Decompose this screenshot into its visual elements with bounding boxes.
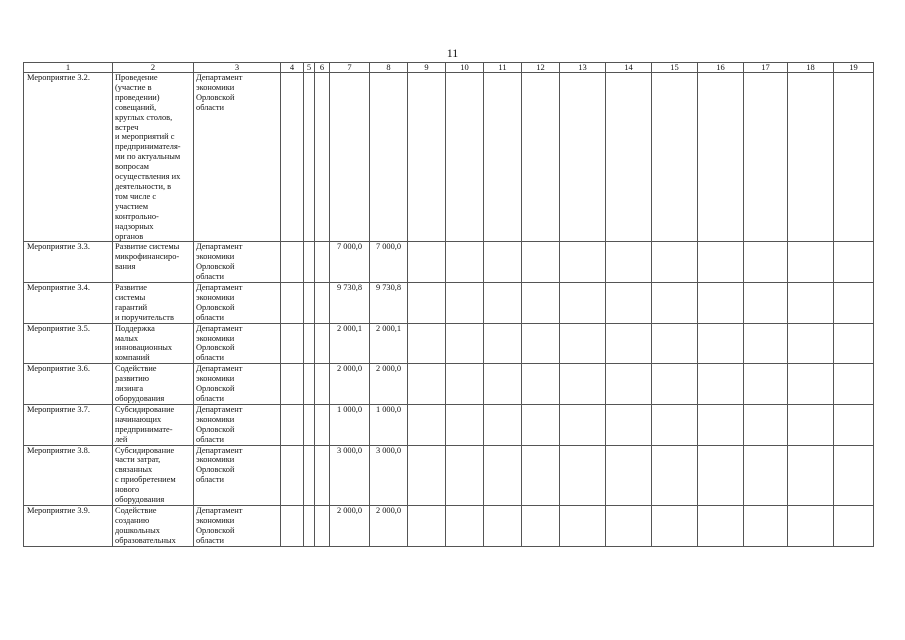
executor-cell xyxy=(194,283,281,324)
cell-col-13 xyxy=(560,323,606,364)
event-description-cell xyxy=(113,73,194,242)
cell-line: области xyxy=(196,475,224,485)
cell-col-14 xyxy=(606,242,652,283)
cell-col-12 xyxy=(522,283,560,324)
cell-col-17 xyxy=(744,445,788,505)
cell-line: с приобретением xyxy=(115,475,176,485)
event-name-cell: Мероприятие 3.4. xyxy=(24,283,113,324)
cell-line: Орловской xyxy=(196,262,235,272)
cell-col-4 xyxy=(281,364,304,405)
event-name-cell: Мероприятие 3.6. xyxy=(24,364,113,405)
cell-col-16 xyxy=(698,242,744,283)
column-header-2: 2 xyxy=(113,63,194,73)
cell-col-11 xyxy=(484,283,522,324)
event-description-cell xyxy=(113,404,194,445)
cell-col-4 xyxy=(281,283,304,324)
event-description-cell xyxy=(113,445,194,505)
executor-cell xyxy=(194,404,281,445)
cell-col-7: 7 000,0 xyxy=(330,242,370,283)
cell-col-9 xyxy=(408,242,446,283)
cell-col-5 xyxy=(304,73,315,242)
cell-col-4 xyxy=(281,323,304,364)
cell-line: связанных xyxy=(115,465,153,475)
cell-col-9 xyxy=(408,364,446,405)
cell-col-12 xyxy=(522,445,560,505)
cell-line: экономики xyxy=(196,374,235,384)
cell-line: Орловской xyxy=(196,424,235,434)
cell-col-19 xyxy=(834,323,874,364)
cell-line: микрофинансиро- xyxy=(115,252,180,262)
cell-col-5 xyxy=(304,445,315,505)
cell-line: встреч xyxy=(115,122,139,132)
cell-col-17 xyxy=(744,505,788,546)
cell-col-12 xyxy=(522,364,560,405)
cell-line: оборудования xyxy=(115,495,165,505)
cell-col-9 xyxy=(408,283,446,324)
table-row xyxy=(24,283,874,324)
cell-col-6 xyxy=(315,242,330,283)
cell-line: экономики xyxy=(196,292,235,302)
cell-line: Орловской xyxy=(196,343,235,353)
cell-col-11 xyxy=(484,73,522,242)
cell-line: Департамент xyxy=(196,242,243,252)
cell-line: экономики xyxy=(196,515,235,525)
cell-line: Департамент xyxy=(196,73,243,82)
cell-col-7: 2 000,0 xyxy=(330,364,370,405)
cell-line: гарантий xyxy=(115,302,148,312)
cell-col-14 xyxy=(606,364,652,405)
cell-col-4 xyxy=(281,404,304,445)
cell-line: проведении) xyxy=(115,92,160,102)
cell-col-14 xyxy=(606,404,652,445)
cell-col-16 xyxy=(698,445,744,505)
cell-col-8: 7 000,0 xyxy=(370,242,408,283)
cell-col-16 xyxy=(698,364,744,405)
table-row xyxy=(24,505,874,546)
cell-line: Субсидирование xyxy=(115,404,175,414)
event-name-cell: Мероприятие 3.3. xyxy=(24,242,113,283)
cell-col-12 xyxy=(522,404,560,445)
cell-line: осуществления их xyxy=(115,172,181,182)
cell-col-17 xyxy=(744,283,788,324)
cell-col-10 xyxy=(446,323,484,364)
cell-col-12 xyxy=(522,73,560,242)
cell-col-12 xyxy=(522,505,560,546)
cell-col-5 xyxy=(304,242,315,283)
cell-line: Орловской xyxy=(196,92,235,102)
cell-col-13 xyxy=(560,73,606,242)
column-header-8: 8 xyxy=(370,63,408,73)
cell-line: ми по актуальным xyxy=(115,152,181,162)
cell-line: развитию xyxy=(115,374,150,384)
cell-line: системы xyxy=(115,292,146,302)
cell-line: части затрат, xyxy=(115,455,161,465)
column-header-11: 11 xyxy=(484,63,522,73)
cell-col-13 xyxy=(560,283,606,324)
cell-col-18 xyxy=(788,364,834,405)
cell-line: экономики xyxy=(196,252,235,262)
cell-line: экономики xyxy=(196,455,235,465)
event-description-cell xyxy=(113,364,194,405)
cell-col-19 xyxy=(834,505,874,546)
cell-col-15 xyxy=(652,505,698,546)
cell-col-10 xyxy=(446,73,484,242)
cell-col-16 xyxy=(698,73,744,242)
cell-col-17 xyxy=(744,242,788,283)
cell-line: и мероприятий с xyxy=(115,132,175,142)
cell-line: деятельности, в xyxy=(115,181,172,191)
cell-line: лей xyxy=(115,434,128,444)
cell-col-6 xyxy=(315,283,330,324)
cell-col-19 xyxy=(834,73,874,242)
event-description-cell xyxy=(113,323,194,364)
executor-cell xyxy=(194,323,281,364)
event-name-cell: Мероприятие 3.8. xyxy=(24,445,113,505)
cell-line: экономики xyxy=(196,82,235,92)
cell-col-19 xyxy=(834,283,874,324)
cell-line: области xyxy=(196,434,224,444)
cell-col-9 xyxy=(408,323,446,364)
column-header-3: 3 xyxy=(194,63,281,73)
column-header-6: 6 xyxy=(315,63,330,73)
cell-col-4 xyxy=(281,505,304,546)
cell-line: предпринимателя- xyxy=(115,142,181,152)
event-name-cell: Мероприятие 3.5. xyxy=(24,323,113,364)
cell-line: Департамент xyxy=(196,323,243,333)
cell-col-14 xyxy=(606,323,652,364)
cell-col-5 xyxy=(304,404,315,445)
cell-col-14 xyxy=(606,445,652,505)
column-header-15: 15 xyxy=(652,63,698,73)
cell-col-16 xyxy=(698,404,744,445)
cell-col-6 xyxy=(315,364,330,405)
column-header-9: 9 xyxy=(408,63,446,73)
cell-line: круглых столов, xyxy=(115,112,173,122)
cell-line: предпринимате- xyxy=(115,424,173,434)
program-table xyxy=(23,62,874,547)
cell-line: лизинга xyxy=(115,384,144,394)
executor-cell xyxy=(194,505,281,546)
cell-col-6 xyxy=(315,445,330,505)
cell-col-17 xyxy=(744,404,788,445)
cell-col-5 xyxy=(304,323,315,364)
cell-line: области xyxy=(196,535,224,545)
cell-line: вопросам xyxy=(115,162,149,172)
cell-col-11 xyxy=(484,505,522,546)
cell-col-13 xyxy=(560,364,606,405)
cell-col-7: 9 730,8 xyxy=(330,283,370,324)
cell-col-4 xyxy=(281,73,304,242)
cell-col-6 xyxy=(315,505,330,546)
table-row xyxy=(24,364,874,405)
cell-col-16 xyxy=(698,283,744,324)
cell-line: Проведение xyxy=(115,73,158,82)
cell-col-15 xyxy=(652,404,698,445)
cell-line: оборудования xyxy=(115,394,165,403)
cell-col-18 xyxy=(788,242,834,283)
cell-line: Орловской xyxy=(196,525,235,535)
cell-col-7: 2 000,0 xyxy=(330,505,370,546)
cell-col-7 xyxy=(330,73,370,242)
cell-col-10 xyxy=(446,283,484,324)
cell-line: экономики xyxy=(196,333,235,343)
table-row xyxy=(24,242,874,283)
column-header-18: 18 xyxy=(788,63,834,73)
cell-col-15 xyxy=(652,445,698,505)
cell-col-18 xyxy=(788,73,834,242)
cell-line: области xyxy=(196,394,224,403)
event-description-cell xyxy=(113,242,194,283)
cell-line: Орловской xyxy=(196,384,235,394)
cell-line: и поручительств xyxy=(115,312,174,322)
cell-col-8 xyxy=(370,73,408,242)
cell-line: компаний xyxy=(115,353,150,363)
cell-line: нового xyxy=(115,485,140,495)
event-description-cell xyxy=(113,283,194,324)
cell-col-7: 1 000,0 xyxy=(330,404,370,445)
cell-col-18 xyxy=(788,323,834,364)
cell-col-5 xyxy=(304,505,315,546)
cell-col-8: 9 730,8 xyxy=(370,283,408,324)
cell-col-11 xyxy=(484,404,522,445)
executor-cell xyxy=(194,445,281,505)
cell-line: инновационных xyxy=(115,343,173,353)
cell-line: органов xyxy=(115,231,144,241)
cell-col-9 xyxy=(408,404,446,445)
cell-col-4 xyxy=(281,445,304,505)
cell-col-13 xyxy=(560,505,606,546)
cell-col-15 xyxy=(652,73,698,242)
table-row xyxy=(24,445,874,505)
cell-col-8: 3 000,0 xyxy=(370,445,408,505)
column-header-19: 19 xyxy=(834,63,874,73)
cell-col-9 xyxy=(408,445,446,505)
cell-col-11 xyxy=(484,445,522,505)
cell-line: том числе с xyxy=(115,191,157,201)
cell-col-15 xyxy=(652,283,698,324)
cell-col-10 xyxy=(446,445,484,505)
cell-col-10 xyxy=(446,242,484,283)
table-row xyxy=(24,323,874,364)
cell-line: малых xyxy=(115,333,139,343)
cell-col-9 xyxy=(408,505,446,546)
cell-line: Департамент xyxy=(196,364,243,374)
cell-col-8: 2 000,0 xyxy=(370,364,408,405)
cell-line: области xyxy=(196,312,224,322)
cell-col-6 xyxy=(315,73,330,242)
cell-col-15 xyxy=(652,323,698,364)
cell-line: Орловской xyxy=(196,302,235,312)
header-row xyxy=(24,63,874,73)
cell-col-13 xyxy=(560,404,606,445)
cell-col-19 xyxy=(834,364,874,405)
cell-col-18 xyxy=(788,283,834,324)
cell-line: вания xyxy=(115,262,136,272)
table-row xyxy=(24,404,874,445)
cell-line: Развитие xyxy=(115,283,147,293)
cell-line: участием xyxy=(115,201,148,211)
cell-col-13 xyxy=(560,445,606,505)
cell-col-12 xyxy=(522,323,560,364)
cell-line: начинающих xyxy=(115,414,162,424)
cell-line: образовательных xyxy=(115,535,176,545)
executor-cell xyxy=(194,242,281,283)
column-header-13: 13 xyxy=(560,63,606,73)
cell-col-11 xyxy=(484,323,522,364)
column-header-10: 10 xyxy=(446,63,484,73)
cell-col-11 xyxy=(484,364,522,405)
column-header-5: 5 xyxy=(304,63,315,73)
event-name-cell: Мероприятие 3.2. xyxy=(24,73,113,242)
cell-line: области xyxy=(196,272,224,282)
cell-col-18 xyxy=(788,445,834,505)
cell-line: Содействие xyxy=(115,364,157,374)
cell-col-17 xyxy=(744,73,788,242)
cell-line: Субсидирование xyxy=(115,445,175,455)
cell-line: дошкольных xyxy=(115,525,160,535)
cell-col-8: 2 000,0 xyxy=(370,505,408,546)
cell-col-10 xyxy=(446,404,484,445)
cell-col-14 xyxy=(606,505,652,546)
executor-cell xyxy=(194,73,281,242)
cell-col-9 xyxy=(408,73,446,242)
cell-col-13 xyxy=(560,242,606,283)
column-header-4: 4 xyxy=(281,63,304,73)
column-header-12: 12 xyxy=(522,63,560,73)
event-description-cell xyxy=(113,505,194,546)
cell-col-8: 1 000,0 xyxy=(370,404,408,445)
column-header-7: 7 xyxy=(330,63,370,73)
column-header-1: 1 xyxy=(24,63,113,73)
cell-col-11 xyxy=(484,242,522,283)
table-row xyxy=(24,73,874,242)
cell-col-16 xyxy=(698,505,744,546)
cell-line: Развитие системы xyxy=(115,242,180,252)
cell-col-6 xyxy=(315,323,330,364)
cell-col-7: 2 000,1 xyxy=(330,323,370,364)
cell-line: Поддержка xyxy=(115,323,155,333)
cell-col-19 xyxy=(834,242,874,283)
cell-col-5 xyxy=(304,283,315,324)
cell-col-14 xyxy=(606,73,652,242)
cell-col-18 xyxy=(788,505,834,546)
cell-line: совещаний, xyxy=(115,102,157,112)
cell-line: Содействие xyxy=(115,505,157,515)
column-header-17: 17 xyxy=(744,63,788,73)
cell-col-8: 2 000,1 xyxy=(370,323,408,364)
column-header-14: 14 xyxy=(606,63,652,73)
page-number: 11 xyxy=(446,46,459,60)
cell-line: Департамент xyxy=(196,445,243,455)
cell-col-12 xyxy=(522,242,560,283)
cell-col-19 xyxy=(834,404,874,445)
cell-line: экономики xyxy=(196,414,235,424)
event-name-cell: Мероприятие 3.9. xyxy=(24,505,113,546)
cell-line: надзорных xyxy=(115,221,154,231)
cell-col-10 xyxy=(446,505,484,546)
cell-line: Департамент xyxy=(196,505,243,515)
cell-col-10 xyxy=(446,364,484,405)
cell-col-5 xyxy=(304,364,315,405)
cell-col-17 xyxy=(744,364,788,405)
cell-col-19 xyxy=(834,445,874,505)
cell-col-15 xyxy=(652,364,698,405)
cell-line: Орловской xyxy=(196,465,235,475)
cell-col-18 xyxy=(788,404,834,445)
cell-col-15 xyxy=(652,242,698,283)
cell-line: созданию xyxy=(115,515,150,525)
cell-line: Департамент xyxy=(196,283,243,293)
cell-line: области xyxy=(196,102,224,112)
column-header-16: 16 xyxy=(698,63,744,73)
cell-col-7: 3 000,0 xyxy=(330,445,370,505)
cell-col-16 xyxy=(698,323,744,364)
cell-line: (участие в xyxy=(115,82,152,92)
cell-col-6 xyxy=(315,404,330,445)
event-name-cell: Мероприятие 3.7. xyxy=(24,404,113,445)
cell-line: Департамент xyxy=(196,404,243,414)
cell-line: области xyxy=(196,353,224,363)
cell-line: контрольно- xyxy=(115,211,159,221)
cell-col-14 xyxy=(606,283,652,324)
cell-col-17 xyxy=(744,323,788,364)
executor-cell xyxy=(194,364,281,405)
cell-col-4 xyxy=(281,242,304,283)
